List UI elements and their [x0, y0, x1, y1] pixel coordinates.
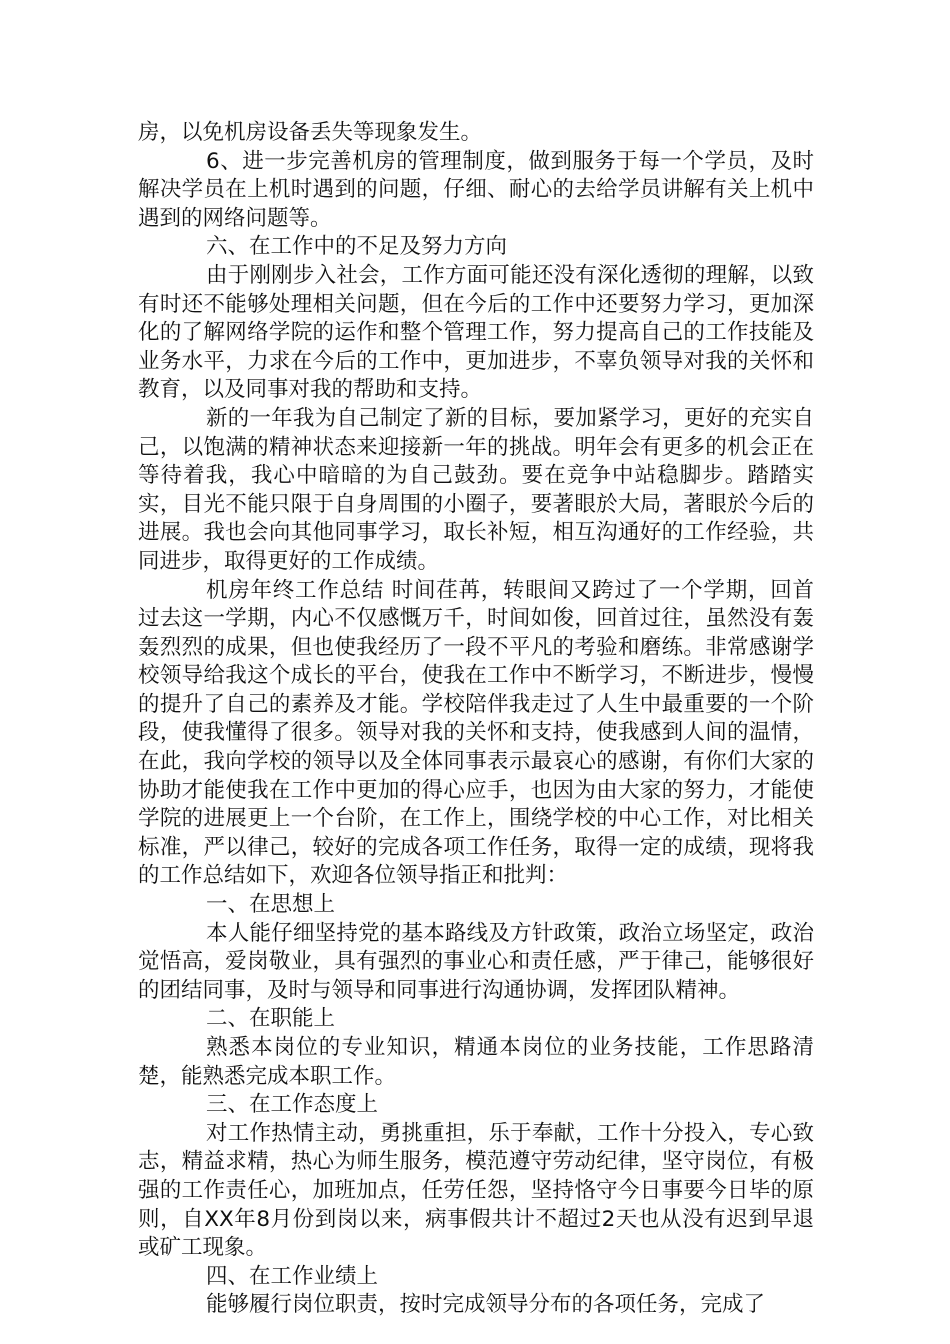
section-heading: 二、在职能上 [206, 1006, 336, 1032]
section-heading: 三、在工作态度上 [206, 1092, 379, 1118]
section-heading: 六、在工作中的不足及努力方向 [206, 234, 508, 260]
paragraph: 熟悉本岗位的专业知识，精通本岗位的业务技能，工作思路清楚，能熟悉完成本职工作。 [138, 1035, 814, 1089]
paragraph: 新的一年我为自己制定了新的目标，要加紧学习，更好的充实自己，以饱满的精神状态来迎接新一年的挑战。明年会有更多的机会正在等待着我，我心中暗暗的为自己鼓劲。要在竞争中站稳脚步。踏踏实实，目光不能只限于自身周围的小圈子，要著眼於大局，著眼於今后的进展。我也会向其他同事学习，取长补短，相互沟通好的工作经验，共同进步，取得更好的工作成绩。 [138, 405, 814, 574]
section-heading: 四、在工作业绩上 [206, 1263, 379, 1289]
paragraph: 能够履行岗位职责，按时完成领导分布的各项任务，完成了 [206, 1292, 766, 1318]
paragraph: 由于刚刚步入社会，工作方面可能还没有深化透彻的理解，以致有时还不能够处理相关问题，但在今后的工作中还要努力学习，更加深化的了解网络学院的运作和整个管理工作，努力提高自己的工作技能及业务水平，力求在今后的工作中，更加进步，不辜负领导对我的关怀和教育，以及同事对我的帮助和支持。 [138, 262, 814, 403]
paragraph-continued: 房，以免机房设备丢失等现象发生。 [138, 120, 483, 145]
section-heading: 一、在思想上 [206, 892, 336, 918]
paragraph: 6、进一步完善机房的管理制度，做到服务于每一个学员，及时解决学员在上机时遇到的问题，仔细、耐心的去给学员讲解有关上机中遇到的网络问题等。 [138, 148, 814, 231]
paragraph: 对工作热情主动，勇挑重担，乐于奉献，工作十分投入，专心致志，精益求精，热心为师生服务，模范遵守劳动纪律，坚守岗位，有极强的工作责任心，加班加点，任劳任怨，坚持恪守今日事要今日毕的原则，自XX年8月份到岗以来，病事假共计不超过2天也从没有迟到早退或矿工现象。 [138, 1120, 814, 1261]
paragraph: 本人能仔细坚持党的基本路线及方针政策，政治立场坚定，政治觉悟高，爱岗敬业，具有强烈的事业心和责任感，严于律己，能够很好的团结同事，及时与领导和同事进行沟通协调，发挥团队精神。 [138, 920, 814, 1003]
document-body [138, 119, 814, 1320]
paragraph: 机房年终工作总结 时间荏苒，转眼间又跨过了一个学期，回首过去这一学期，内心不仅感慨万千，时间如俊，回首过往，虽然没有轰轰烈烈的成果，但也使我经历了一段不平凡的考验和磨练。非常感谢学校领导给我这个成长的平台，使我在工作中不断学习，不断进步，慢慢的提升了自己的素养及才能。学校陪伴我走过了人生中最重要的一个阶段，使我懂得了很多。领导对我的关怀和支持，使我感到人间的温情，在此，我向学校的领导以及全体同事表示最哀心的感谢，有你们大家的协助才能使我在工作中更加的得心应手，也因为由大家的努力，才能使学院的进展更上一个台阶，在工作上，围绕学校的中心工作，对比相关标准，严以律己，较好的完成各项工作任务，取得一定的成绩，现将我的工作总结如下，欢迎各位领导指正和批判： [138, 577, 814, 889]
